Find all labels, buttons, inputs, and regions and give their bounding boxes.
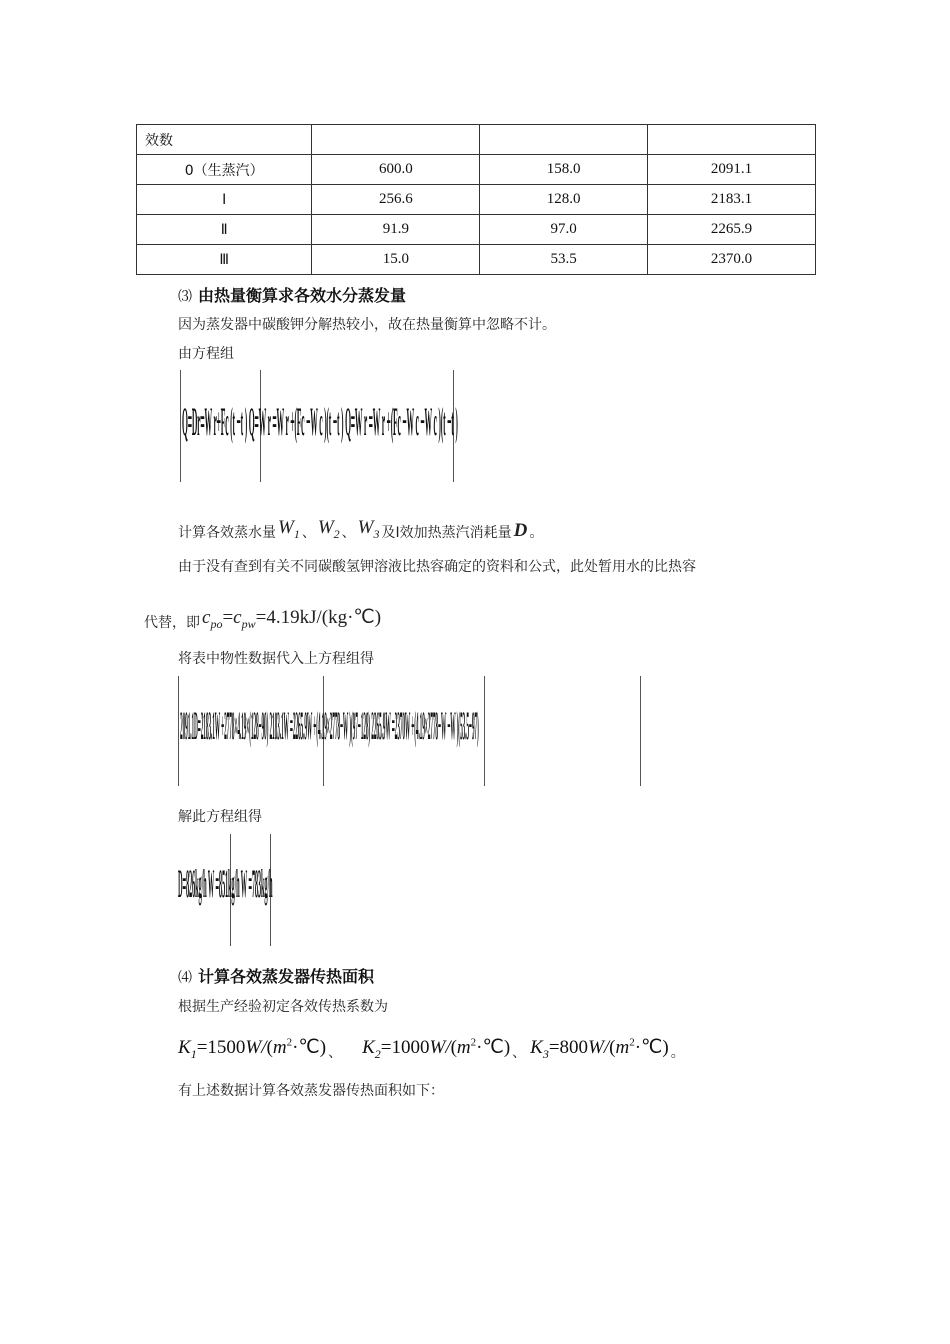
k-letter: K bbox=[362, 1037, 375, 1059]
period: 。 bbox=[529, 525, 544, 541]
separator: 、 bbox=[341, 525, 356, 541]
table-header-cell bbox=[648, 125, 816, 155]
section-title: 计算各效蒸发器传热面积 bbox=[198, 967, 375, 986]
compute-text: 计算各效蒸水量 bbox=[178, 525, 276, 541]
subscript: 1 bbox=[293, 527, 300, 541]
table-cell: Ⅱ bbox=[137, 215, 312, 245]
equation-system-3 bbox=[178, 834, 333, 946]
separator: 、 bbox=[301, 525, 316, 541]
table-cell: Ⅰ bbox=[137, 185, 312, 215]
k-value: =800 bbox=[548, 1037, 589, 1059]
subscript: 2 bbox=[374, 1047, 381, 1061]
table-cell: 53.5 bbox=[480, 245, 648, 275]
table-cell: 158.0 bbox=[480, 155, 648, 185]
k1-formula: $K_1=1500W/(m^2\cdot℃)$ bbox=[178, 1036, 327, 1061]
properties-table bbox=[136, 124, 816, 275]
paragraph: 解此方程组得 bbox=[178, 809, 262, 825]
section-heading bbox=[178, 964, 374, 987]
section-number: ⑷ bbox=[178, 970, 192, 986]
table-cell: 600.0 bbox=[312, 155, 480, 185]
d-symbol: D bbox=[513, 520, 528, 541]
w1-symbol bbox=[278, 517, 300, 542]
w-letter: W bbox=[357, 517, 374, 539]
table-cell: 128.0 bbox=[480, 185, 648, 215]
equation-text: 2091.1D=2183.1W +2778×4.19×(128−90) 2183.1W =2265.9W +(4.19×2778−W )(97−128) 2265.9W =2370W +(4.19×2778−W −W )(53.5−97) bbox=[180, 703, 479, 748]
table-cell: 97.0 bbox=[480, 215, 648, 245]
table-cell: 91.9 bbox=[312, 215, 480, 245]
table-header-cell: 效数 bbox=[137, 125, 312, 155]
c-letter: c bbox=[202, 607, 211, 629]
unit-m: m bbox=[272, 1037, 287, 1059]
w-letter: W bbox=[317, 517, 334, 539]
table-header-cell bbox=[312, 125, 480, 155]
equals: = bbox=[222, 607, 234, 629]
table-cell: 2370.0 bbox=[648, 245, 816, 275]
subscript: 3 bbox=[373, 527, 380, 541]
w-letter: W bbox=[278, 517, 294, 539]
paragraph: 根据生产经验初定各效传热系数为 bbox=[178, 999, 388, 1015]
cp-text: 代替，即 bbox=[144, 615, 200, 631]
cp-line bbox=[144, 594, 381, 632]
paragraph: 由方程组 bbox=[178, 346, 234, 362]
k-letter: K bbox=[178, 1037, 191, 1059]
table-cell: Ⅲ bbox=[137, 245, 312, 275]
paragraph: 因为蒸发器中碳酸钾分解热较小，故在热量衡算中忽略不计。 bbox=[178, 317, 556, 333]
k-letter: K bbox=[530, 1037, 543, 1059]
paragraph: 将表中物性数据代入上方程组得 bbox=[178, 651, 374, 667]
unit-c: ·℃ bbox=[634, 1037, 663, 1059]
w3-symbol bbox=[358, 517, 380, 542]
k3-formula: $K_3=800W/(m^2\cdot℃)$ bbox=[530, 1036, 669, 1061]
superscript: 2 bbox=[629, 1036, 635, 1049]
paragraph: 由于没有查到有关不同碳酸氢钾溶液比热容确定的资料和公式，此处暂用水的比热容 bbox=[178, 559, 696, 575]
table-header-cell bbox=[480, 125, 648, 155]
separator: 、 bbox=[512, 1045, 527, 1061]
subscript: po bbox=[210, 617, 223, 631]
table-cell: 2091.1 bbox=[648, 155, 816, 185]
w2-symbol bbox=[318, 517, 340, 542]
equation-text: Q=Dr=W r+Fc (t −t ) Q=W r =W r +(Fc −W c )(t −t ) Q=W r =W r +(Fc −W c −W c )(t −t ) bbox=[182, 399, 458, 444]
unit-slash: / bbox=[603, 1037, 610, 1059]
table-row bbox=[137, 245, 816, 275]
table-cell: 15.0 bbox=[312, 245, 480, 275]
table-row bbox=[137, 185, 816, 215]
cp-value: =4.19kJ/ bbox=[255, 607, 322, 629]
table-cell: 2265.9 bbox=[648, 215, 816, 245]
k-value: =1000 bbox=[380, 1037, 430, 1059]
subscript: pw bbox=[241, 617, 256, 631]
c-letter: c bbox=[233, 607, 242, 629]
period: 。 bbox=[670, 1045, 685, 1061]
unit-c: ·℃ bbox=[292, 1037, 320, 1059]
cp-unit: kg·℃ bbox=[328, 607, 375, 629]
table-header-row bbox=[137, 125, 816, 155]
k2-formula: $K_2=1000W/(m^2\cdot℃)$ bbox=[362, 1036, 511, 1061]
table-row bbox=[137, 215, 816, 245]
unit-slash: / bbox=[261, 1037, 267, 1059]
compute-text: 及Ⅰ效加热蒸汽消耗量 bbox=[381, 525, 512, 541]
paragraph: 有上述数据计算各效蒸发器传热面积如下： bbox=[178, 1083, 444, 1099]
k-value: =1500 bbox=[196, 1037, 246, 1059]
unit-w: W bbox=[429, 1037, 446, 1059]
section-heading bbox=[178, 283, 406, 306]
superscript: 2 bbox=[470, 1036, 477, 1049]
subscript: 2 bbox=[333, 527, 340, 541]
unit-slash: / bbox=[445, 1037, 451, 1059]
section-title: 由热量衡算求各效水分蒸发量 bbox=[198, 286, 407, 305]
separator: 、 bbox=[328, 1045, 343, 1061]
subscript: 3 bbox=[542, 1047, 549, 1061]
section-number: ⑶ bbox=[178, 289, 192, 305]
k-values-line bbox=[178, 1028, 685, 1062]
cp-formula: $c_{po}=c_{pw}=4.19kJ/(kg\cdot℃)$ bbox=[202, 607, 382, 631]
equation-system-1 bbox=[178, 370, 578, 482]
unit-m: m bbox=[456, 1037, 471, 1059]
table-row bbox=[137, 155, 816, 185]
equation-system-2 bbox=[178, 676, 643, 786]
unit-m: m bbox=[615, 1037, 630, 1059]
table-cell: 256.6 bbox=[312, 185, 480, 215]
compute-line bbox=[178, 506, 543, 542]
unit-w: W bbox=[588, 1037, 604, 1059]
subscript: 1 bbox=[190, 1047, 197, 1061]
superscript: 2 bbox=[286, 1036, 293, 1049]
unit-c: ·℃ bbox=[476, 1037, 504, 1059]
equation-text: D=826kg/h W =851kg/h W =783kg/h bbox=[178, 861, 273, 906]
table-cell: 2183.1 bbox=[648, 185, 816, 215]
table-cell: 0（生蒸汽） bbox=[137, 155, 312, 185]
unit-w: W bbox=[245, 1037, 262, 1059]
